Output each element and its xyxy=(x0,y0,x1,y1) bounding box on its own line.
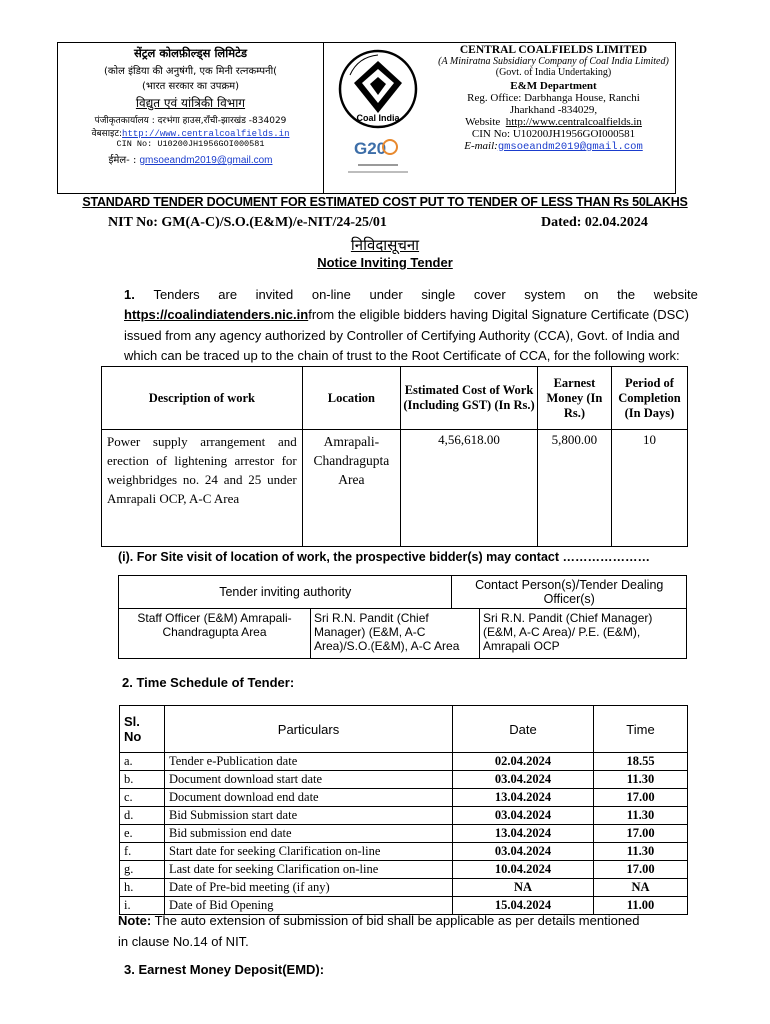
hindi-website-link[interactable]: http://www.centralcoalfields.in xyxy=(122,129,290,139)
table-row xyxy=(119,609,687,659)
work-emd: 5,800.00 xyxy=(537,430,611,547)
para1-word: Tenders xyxy=(153,287,200,302)
logo-text: Coal India xyxy=(356,113,400,123)
hindi-office: पंजीकृतकार्यालय : दरभंगा हाउस,राँची-झारखंड -834029 xyxy=(94,116,287,126)
schedule-particular: Date of Bid Opening xyxy=(165,897,453,915)
schedule-particular: Document download start date xyxy=(165,771,453,789)
schedule-particular: Tender e-Publication date xyxy=(165,753,453,771)
letterhead-hindi xyxy=(58,43,324,193)
work-period: 10 xyxy=(611,430,687,547)
schedule-date: 03.04.2024 xyxy=(453,843,594,861)
hindi-company-name: सेंट्रल कोलफ़ील्ड्स लिमिटेड xyxy=(133,46,248,60)
contact-person-cell-2: Sri R.N. Pandit (Chief Manager) (E&M, A-C Area)/ P.E. (E&M), Amrapali OCP xyxy=(480,609,687,659)
para1-number: 1. xyxy=(124,287,135,302)
hindi-email-line xyxy=(58,152,323,166)
tender-authority-header: Tender inviting authority xyxy=(119,576,452,609)
schedule-particular: Date of Pre-bid meeting (if any) xyxy=(165,879,453,897)
para1-word: on xyxy=(584,287,599,302)
eng-office-2: Jharkhand -834029, xyxy=(509,104,598,116)
col-estimated-cost: Estimated Cost of Work (Including GST) (In Rs.) xyxy=(401,367,538,430)
hindi-website-line xyxy=(58,126,323,139)
schedule-header xyxy=(120,706,688,753)
eng-email-label: E-mail: xyxy=(464,140,498,152)
table-row xyxy=(120,861,688,879)
hindi-subsidiary-line: (कोल इंडिया की अनुषंगी, एक मिनी रत्नकम्पनी( xyxy=(103,66,278,77)
eng-website-label: Website xyxy=(465,116,501,128)
contact-person-header: Contact Person(s)/Tender Dealing Officer(s) xyxy=(452,576,687,609)
col-earnest-money: Earnest Money (In Rs.) xyxy=(537,367,611,430)
table-row xyxy=(120,843,688,861)
schedule-sl-no: a. xyxy=(120,753,165,771)
g20-caption-line xyxy=(358,164,398,166)
schedule-date: 15.04.2024 xyxy=(453,897,594,915)
schedule-time: 11.00 xyxy=(594,897,688,915)
table-row xyxy=(102,430,688,547)
contact-table xyxy=(118,575,687,659)
document-title: STANDARD TENDER DOCUMENT FOR ESTIMATED COST PUT TO TENDER OF LESS THAN Rs 50LAKHS xyxy=(82,195,688,209)
para1-word: system xyxy=(524,287,566,302)
table-row xyxy=(120,789,688,807)
schedule-date: 03.04.2024 xyxy=(453,807,594,825)
para1-line1 xyxy=(124,287,698,302)
para1-word: invited xyxy=(255,287,294,302)
para1-word: on-line xyxy=(311,287,351,302)
note-label: Note: xyxy=(118,913,152,928)
para1-line3: issued from any agency authorized by Controller of Certifying Authority (CCA), Govt. of India and xyxy=(124,328,680,343)
section3-title: 3. Earnest Money Deposit(EMD): xyxy=(124,962,325,977)
table-row xyxy=(120,771,688,789)
eng-email-line xyxy=(432,140,675,153)
schedule-sl-no: g. xyxy=(120,861,165,879)
eng-govt: (Govt. of India Undertaking) xyxy=(495,67,612,78)
note-text: The auto extension of submission of bid shall be applicable as per details mentioned xyxy=(151,913,640,928)
schedule-time: 18.55 xyxy=(594,753,688,771)
schedule-sl-no: f. xyxy=(120,843,165,861)
g20-lotus-icon xyxy=(382,139,398,155)
col-date: Date xyxy=(453,706,594,753)
coal-india-logo xyxy=(328,47,428,189)
schedule-date: 03.04.2024 xyxy=(453,771,594,789)
para1-line2 xyxy=(124,307,689,322)
table-row xyxy=(120,753,688,771)
work-location: Amrapali-Chandragupta Area xyxy=(302,430,400,547)
g20-logo xyxy=(354,139,398,159)
table-row xyxy=(120,897,688,915)
schedule-particular: Document download end date xyxy=(165,789,453,807)
schedule-body xyxy=(120,753,688,915)
site-visit-heading: (i). For Site visit of location of work, the prospective bidder(s) may contact ………………… xyxy=(118,550,651,564)
eng-subsidiary: (A Miniratna Subsidiary Company of Coal India Limited) xyxy=(438,56,669,67)
col-description: Description of work xyxy=(102,367,303,430)
para1-word: website xyxy=(653,287,698,302)
hindi-email-link[interactable]: gmsoeandm2019@gmail.com xyxy=(139,155,273,166)
col-location: Location xyxy=(302,367,400,430)
hindi-notice-title: निविदासूचना xyxy=(350,236,420,254)
schedule-date: 10.04.2024 xyxy=(453,861,594,879)
schedule-time: 11.30 xyxy=(594,771,688,789)
col-time: Time xyxy=(594,706,688,753)
schedule-sl-no: h. xyxy=(120,879,165,897)
schedule-time: 11.30 xyxy=(594,807,688,825)
schedule-sl-no: e. xyxy=(120,825,165,843)
schedule-time: 11.30 xyxy=(594,843,688,861)
schedule-time: 17.00 xyxy=(594,825,688,843)
eng-office-1: Reg. Office: Darbhanga House, Ranchi xyxy=(467,92,640,104)
para1-word: are xyxy=(218,287,238,302)
section2-title: 2. Time Schedule of Tender: xyxy=(122,675,295,690)
work-description: Power supply arrangement and erection of lightening arrestor for weighbridges no. 24 and 25 under Amrapali OCP, A-C Area xyxy=(102,430,303,547)
col-period: Period of Completion (In Days) xyxy=(611,367,687,430)
notice-title: Notice Inviting Tender xyxy=(317,255,453,270)
para1-word: cover xyxy=(473,287,506,302)
g20-text: G20 xyxy=(354,139,387,158)
tender-authority-cell: Staff Officer (E&M) Amrapali- Chandragupta Area xyxy=(119,609,311,659)
table-row xyxy=(120,807,688,825)
schedule-particular: Start date for seeking Clarification on-line xyxy=(165,843,453,861)
note-line xyxy=(118,913,640,928)
eng-website-line xyxy=(432,116,675,128)
work-table-header xyxy=(102,367,688,430)
schedule-time: NA xyxy=(594,879,688,897)
hindi-email-label: ईमेल- : xyxy=(108,155,137,166)
para1-word: the xyxy=(617,287,636,302)
schedule-date: 13.04.2024 xyxy=(453,789,594,807)
schedule-particular: Bid Submission start date xyxy=(165,807,453,825)
hindi-department: विद्युत एवं यांत्रिकी विभाग xyxy=(135,96,246,110)
schedule-sl-no: i. xyxy=(120,897,165,915)
logo-area xyxy=(328,47,428,189)
note-line-2: in clause No.14 of NIT. xyxy=(118,934,249,949)
schedule-sl-no: c. xyxy=(120,789,165,807)
col-particulars: Particulars xyxy=(165,706,453,753)
g20-caption-line-2 xyxy=(348,171,408,173)
letterhead xyxy=(57,42,676,194)
hindi-website-label: वेबसाइट: xyxy=(91,129,123,139)
schedule-date: 13.04.2024 xyxy=(453,825,594,843)
para1-word: single xyxy=(421,287,456,302)
schedule-sl-no: b. xyxy=(120,771,165,789)
col-sl-no: Sl. No xyxy=(120,706,165,753)
para1-line4: which can be traced up to the chain of trust to the Root Certificate of CCA, for the following work: xyxy=(124,348,680,363)
para1-line2-text: from the eligible bidders having Digital Signature Certificate (DSC) xyxy=(308,307,689,322)
contact-person-cell-1: Sri R.N. Pandit (Chief Manager) (E&M, A-C Area)/S.O.(E&M), A-C Area xyxy=(311,609,480,659)
schedule-time: 17.00 xyxy=(594,861,688,879)
hindi-govt-line: (भारत सरकार का उपक्रम) xyxy=(141,81,240,92)
para1-word: under xyxy=(369,287,403,302)
schedule-time: 17.00 xyxy=(594,789,688,807)
eng-email-link[interactable]: gmsoeandm2019@gmail.com xyxy=(497,141,643,153)
eng-department: E&M Department xyxy=(510,80,597,92)
schedule-sl-no: d. xyxy=(120,807,165,825)
eng-website-link[interactable]: http://www.centralcoalfields.in xyxy=(505,116,642,128)
schedule-particular: Bid submission end date xyxy=(165,825,453,843)
work-table xyxy=(101,366,688,547)
schedule-table xyxy=(119,705,688,915)
table-row xyxy=(120,825,688,843)
eng-cin: CIN No: U10200JH1956GOI000581 xyxy=(471,128,636,140)
nit-date: Dated: 02.04.2024 xyxy=(541,215,648,230)
eng-company-name: CENTRAL COALFIELDS LIMITED xyxy=(459,44,648,56)
schedule-date: 02.04.2024 xyxy=(453,753,594,771)
schedule-date: NA xyxy=(453,879,594,897)
table-row xyxy=(120,879,688,897)
work-cost: 4,56,618.00 xyxy=(401,430,538,547)
letterhead-english xyxy=(432,43,675,193)
schedule-particular: Last date for seeking Clarification on-line xyxy=(165,861,453,879)
table-row xyxy=(119,576,687,609)
hindi-cin: CIN No: U10200JH1956GOI000581 xyxy=(116,139,265,149)
nit-number: NIT No: GM(A-C)/S.O.(E&M)/e-NIT/24-25/01 xyxy=(108,215,387,230)
tender-website-link[interactable]: https://coalindiatenders.nic.in xyxy=(124,307,309,322)
